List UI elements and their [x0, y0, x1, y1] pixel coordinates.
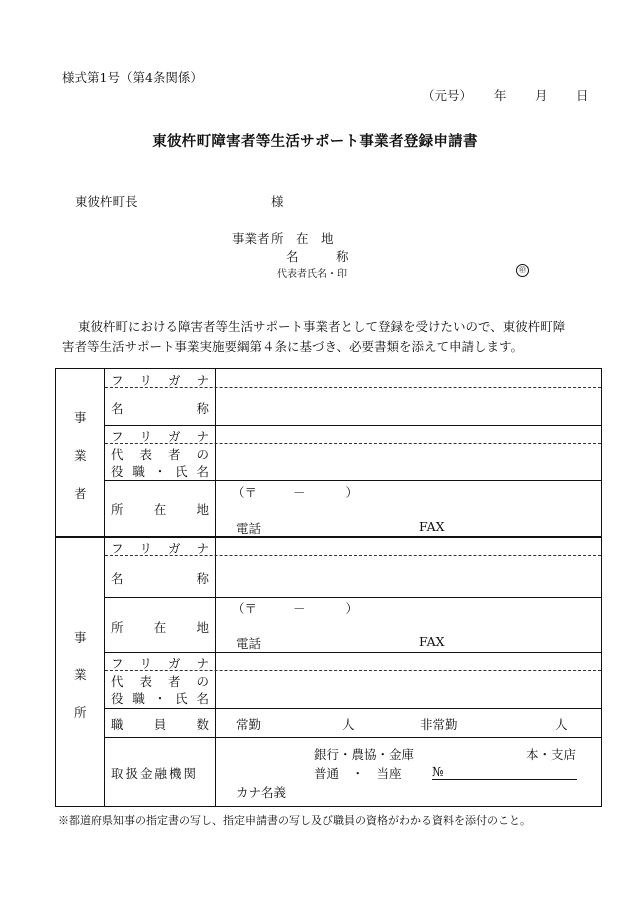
- fulltime-unit: 人: [342, 717, 355, 732]
- page-title: 東彼杵町障害者等生活サポート事業者登録申請書: [152, 133, 478, 150]
- s2-furigana-label: フ リ ガ ナ: [111, 541, 209, 556]
- section1-label-1: 事: [74, 410, 87, 425]
- s1-name-label: 名 称: [111, 401, 209, 416]
- applicant-name-label: 名 称: [286, 249, 349, 264]
- s1-rep-label-2: 役 職 ・ 氏 名: [111, 464, 209, 479]
- s2-staff-label: 職 員 数: [111, 717, 209, 732]
- s1-address-label: 所 在 地: [111, 502, 209, 517]
- section2-label-2: 業: [74, 667, 87, 682]
- s2-phone-label: 電話: [236, 636, 262, 651]
- footnote: ※都道府県知事の指定書の写し、指定申請書の写し及び職員の資格がわかる資料を添付のこと。: [58, 814, 531, 827]
- applicant-label: 事業者: [232, 231, 270, 246]
- s2-furigana2-label: フ リ ガ ナ: [111, 656, 209, 671]
- s1-fax-label: FAX: [419, 519, 445, 534]
- s1-furigana-label: フ リ ガ ナ: [111, 373, 209, 388]
- section1-label-2: 業: [74, 448, 87, 463]
- bank-label: 取扱金融機関: [111, 766, 199, 781]
- account-no-label: №: [432, 764, 444, 779]
- branch-label: 本・支店: [526, 747, 577, 762]
- s2-rep-label-2: 役 職 ・ 氏 名: [111, 691, 209, 706]
- applicant-rep-label: 代表者氏名・印: [277, 269, 347, 280]
- parttime-label: 非常勤: [420, 717, 458, 732]
- date-era: （元号）: [422, 88, 473, 103]
- seal-icon: ㊞: [516, 264, 529, 277]
- s1-postal: （〒 － ）: [232, 485, 359, 500]
- section1-label-3: 者: [74, 486, 87, 501]
- s1-rep-label-1: 代 表 者 の: [111, 447, 209, 462]
- s2-address-label: 所 在 地: [111, 620, 209, 635]
- date-day: 日: [576, 88, 589, 103]
- section2-label-3: 所: [74, 705, 87, 720]
- section2-label-1: 事: [74, 630, 87, 645]
- bank-types: 銀行・農協・金庫: [314, 747, 415, 762]
- s1-furigana2-label: フ リ ガ ナ: [111, 429, 209, 444]
- s2-fax-label: FAX: [419, 634, 445, 649]
- s1-phone-label: 電話: [236, 521, 262, 536]
- s2-name-label: 名 称: [111, 571, 209, 586]
- addressee-name: 東彼杵町長: [75, 194, 138, 209]
- body-line-2: 害者等生活サポート事業実施要綱第４条に基づき、必要書類を添えて申請します。: [62, 339, 524, 354]
- date-year: 年: [494, 88, 507, 103]
- kana-name-label: カナ名義: [236, 785, 287, 800]
- parttime-unit: 人: [555, 717, 568, 732]
- form-number: 様式第1号（第4条関係）: [62, 70, 203, 85]
- fulltime-label: 常勤: [236, 717, 262, 732]
- applicant-address-label: 所 在 地: [271, 231, 334, 246]
- addressee-honorific: 様: [271, 194, 284, 209]
- body-line-1: 東彼杵町における障害者等生活サポート事業者として登録を受けたいので、東彼杵町障: [78, 319, 566, 334]
- account-types: 普通 ・ 当座: [314, 766, 402, 781]
- s2-rep-label-1: 代 表 者 の: [111, 674, 209, 689]
- s2-postal: （〒 － ）: [232, 601, 359, 616]
- date-month: 月: [535, 88, 548, 103]
